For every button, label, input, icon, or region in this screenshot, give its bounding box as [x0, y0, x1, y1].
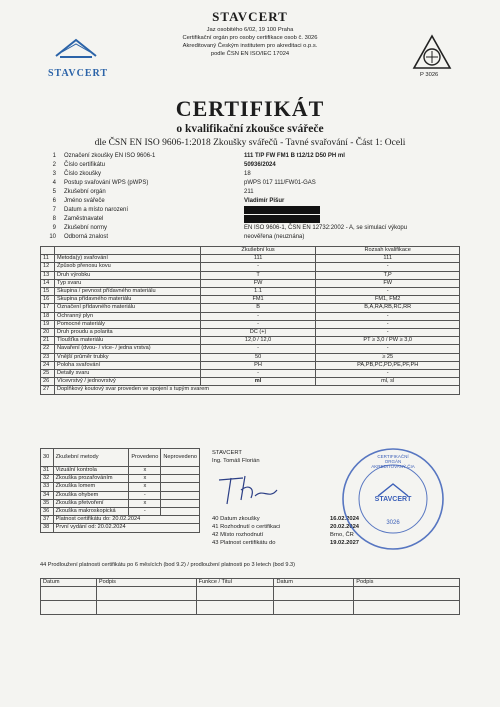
- accreditation-badge-icon: [412, 34, 452, 72]
- table-row: [41, 587, 460, 601]
- logo-text: STAVCERT: [48, 68, 109, 79]
- redacted-block: [244, 215, 320, 223]
- examiner-name: Ing. Tomáš Florián: [212, 458, 260, 464]
- certificate-subtitle: o kvalifikační zkoušce svářeče: [176, 123, 324, 135]
- date-value: Brno, ČR: [330, 532, 354, 538]
- date-value: 19.02.2027: [330, 540, 360, 546]
- table-row: 33 Zkouška lomem x: [41, 483, 200, 491]
- stamp-number: 3026: [386, 520, 400, 526]
- table-row: 17 Označení přídavného materiálu B B,A,RA,RB,RC,RR: [41, 304, 460, 312]
- table-row: 26 Vícevrstvý / jednovrstvý ml ml, sl: [41, 378, 460, 386]
- table-row: 22 Navaření (dvou- / více- / jedna vrstva) - -: [41, 345, 460, 353]
- table-row: 38 První vydání od: 20.02.2024: [41, 524, 200, 532]
- table-header-row: 30 Zkušební metody Provedeno Neprovedeno: [41, 449, 200, 467]
- date-row: 40 Datum zkoušky: [212, 516, 260, 522]
- stavcert-logo-icon: [50, 30, 102, 70]
- badge-label: P 3026: [420, 72, 439, 78]
- date-row: 41 Rozhodnutí o certifikaci: [212, 524, 281, 530]
- table-row: 34 Zkouška ohybem -: [41, 491, 200, 499]
- redacted-block: [244, 206, 320, 214]
- org-line-4: podle ČSN EN ISO/IEC 17024: [210, 51, 290, 57]
- table-row: 25 Detaily svaru - -: [41, 370, 460, 378]
- table-row: 13 Druh výrobku T T,P: [41, 271, 460, 279]
- table-header-row: Zkušební kus Rozsah kvalifikace: [41, 247, 460, 255]
- table-row: 16 Skupina přídavného materiálu FM1 FM1, FM2: [41, 296, 460, 304]
- date-value: 20.02.2024: [330, 524, 360, 530]
- certificate-standard: dle ČSN EN ISO 9606-1:2018 Zkoušky svářečů - Tavné svařování - Část 1: Oceli: [94, 138, 406, 148]
- parameters-table: [40, 246, 460, 395]
- table-row: 19 Pomocné materiály - -: [41, 320, 460, 328]
- table-row: 31 Vizuální kontrola x: [41, 467, 200, 475]
- signature-icon: [215, 470, 285, 510]
- certificate-title: CERTIFIKÁT: [175, 96, 325, 121]
- org-name: STAVCERT: [212, 9, 288, 24]
- table-header-row: Datum Podpis Funkce / Titul Datum Podpis: [41, 579, 460, 587]
- table-row: 14 Typ svaru FW FW: [41, 279, 460, 287]
- certificate-page: STAVCERT STAVCERT Jaz osobitého 6/02, 19 100 Praha Certifikační orgán pro osoby certifikace osob č. 3026 Akreditovaný Českým institutem pro akreditaci o.p.s. podle ČSN EN ISO/IEC 17024 P 3026 CERTIFIKÁT o kvalifikační zkoušce svářeče dle ČSN EN ISO 9606-1:2018 Zkoušky svářečů - Tavné svařování - Část 1: Oceli 1 Označení zkoušky EN ISO 9606-1 111 T/P FW FM1 B t12/12 D50 PH ml 2 Číslo certifikátu 50936/2024 3 Číslo zkoušky 18 4 Postup svařování WPS (pWPS) pWPS 017 111/FW01-GAS 5 Zkušební orgán 211 6 Jméno svářeče Vladimír Pišur 7 Datum a místo narození 8 Zaměstnavatel 9 Zkušební normy EN ISO 9606-1, ČSN EN 12732:2002 - A, se simulací výkopu 10 Odborná znalost neověřena (neuznána) Zkušební kus Rozsah kvalifikace 11 Metoda(y) svařování 111 111 12 Způsob přenosu kovu - - 13 Druh výrobku T T,P 14 Typ svaru FW FW 15 Skupina / pevnost přídavného materiálu 1.1 - 16 Skupina přídavného materiálu FM1 FM1, FM2 17 Označení přídavného materiálu B B,A,RA,RB,RC,RR 18 Ochranný plyn - - 19 Pomocné materiály - - 20 Druh proudu a polarita DC (+) - 21 Tloušťka materiálu 12,0 / 12,0 PT ≥ 3,0 / PW ≥ 3,0 22 Navaření (dvou- / více- / jedna vrstva) - - 23 Vnější průměr trubky 50 ≥ 25 24 Poloha svařování PH PA,PB,PC,PD,PE,PF,PH 25 Detaily svaru - - 26 Vícevrstvý / jednovrstvý ml ml, sl 27 Doplňkový koutový svar proveden ve spojení s tupým svarem 30 Zkušební metody Provedeno Neprovedeno 31 Vizuální kontrola x 32 Zkouška prozařováním x 33 Zkouška lomem x 34 Zkouška ohybem - 35 Zkouška přetvoření x 36 Zkouška makroskopická - 37 Platnost certifikátu do: 20.02.2024 38 První vydání od: 20.02.2024 STAVCERT Ing. Tomáš Florián 40 Datum zkoušky 16.02.2024 41 Rozhodnutí o certifikaci 20.02.2024 42 Místo rozhodnutí Brno, ČR 43 Platnost certifikátu do 19.02.2027 CERTIFIKAČNÍ ORGÁN AKREDITOVANÝ ČIA STAVCERT 3026 44 Prodloužení platnosti certifikátu po 6 měsících (bod 9.2) / prodloužení platnosti po 3 letech (bod 9.3) Datum Podpis Funkce / Titul Datum Podpis: [0, 0, 500, 707]
- table-row: 24 Poloha svařování PH PA,PB,PC,PD,PE,PF,PH: [41, 361, 460, 369]
- table-row: 20 Druh proudu a polarita DC (+) -: [41, 329, 460, 337]
- table-row: 11 Metoda(y) svařování 111 111: [41, 255, 460, 263]
- stamp-inner-text: STAVCERT: [374, 496, 412, 503]
- table-row: 18 Ochranný plyn - -: [41, 312, 460, 320]
- examiner-org: STAVCERT: [212, 450, 242, 456]
- table-row: 35 Zkouška přetvoření x: [41, 499, 200, 507]
- date-value: 16.02.2024: [330, 516, 360, 522]
- table-row: 27 Doplňkový koutový svar proveden ve spojení s tupým svarem: [41, 386, 460, 394]
- table-row: [41, 601, 460, 615]
- table-row: 12 Způsob přenosu kovu - -: [41, 263, 460, 271]
- org-line-3: Akreditovaný Českým institutem pro akreditaci o.p.s.: [182, 43, 318, 49]
- table-row: 15 Skupina / pevnost přídavného materiálu 1.1 -: [41, 288, 460, 296]
- table-row: 23 Vnější průměr trubky 50 ≥ 25: [41, 353, 460, 361]
- date-row: 43 Platnost certifikátu do: [212, 540, 276, 546]
- table-row: 37 Platnost certifikátu do: 20.02.2024: [41, 516, 200, 524]
- org-line-1: Jaz osobitého 6/02, 19 100 Praha: [206, 27, 294, 33]
- prolongation-note: 44 Prodloužení platnosti certifikátu po 6 měsících (bod 9.2) / prodloužení platnosti po 3 letech (bod 9.3): [40, 562, 295, 568]
- date-row: 42 Místo rozhodnutí: [212, 532, 264, 538]
- test-methods-table: [40, 448, 200, 533]
- table-row: 21 Tloušťka materiálu 12,0 / 12,0 PT ≥ 3,0 / PW ≥ 3,0: [41, 337, 460, 345]
- org-line-2: Certifikační orgán pro osoby certifikace osob č. 3026: [182, 35, 318, 41]
- table-row: 32 Zkouška prozařováním x: [41, 475, 200, 483]
- stamp-outer-text: CERTIFIKAČNÍ ORGÁN AKREDITOVANÝ ČIA: [371, 454, 415, 469]
- prolongation-table: [40, 578, 460, 615]
- table-row: 36 Zkouška makroskopická -: [41, 508, 200, 516]
